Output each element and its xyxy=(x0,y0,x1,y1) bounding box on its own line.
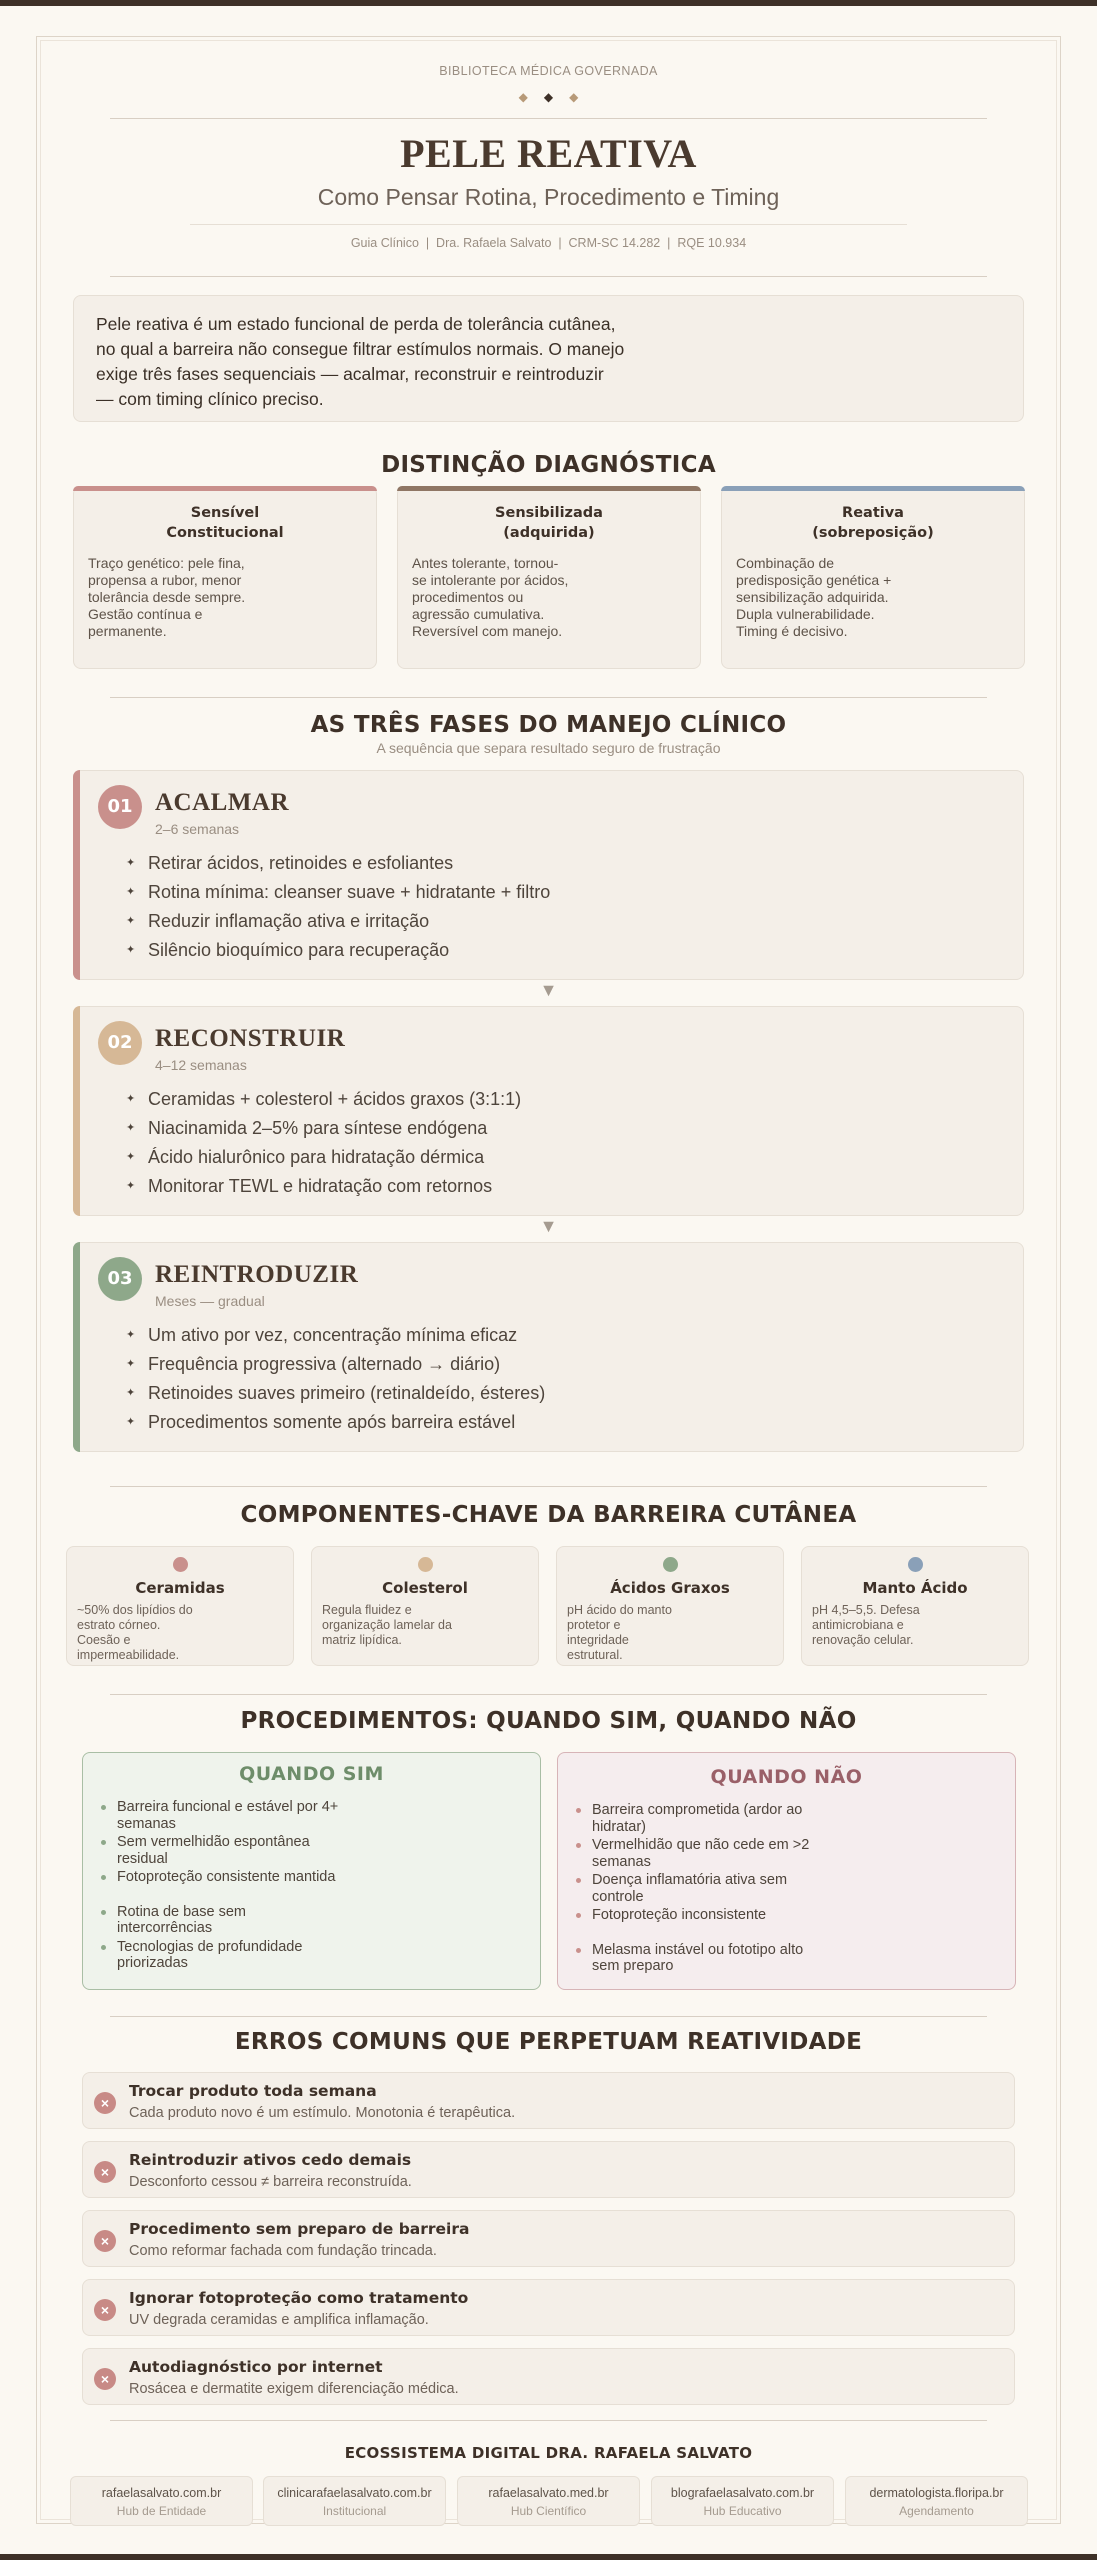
list-item: ✦ Reduzir inflamação ativa e irritação xyxy=(126,907,550,936)
ecosystem-link-scheduling[interactable] xyxy=(845,2476,1028,2526)
error-item xyxy=(82,2279,1015,2336)
error-item xyxy=(82,2141,1015,2198)
error-item xyxy=(82,2348,1015,2405)
component-text: pH ácido do manto protetor e integridade estrutural. xyxy=(567,1603,672,1662)
list-item: ✦ Monitorar TEWL e hidratação com retornos xyxy=(126,1172,521,1201)
diagnosis-card-constitutional xyxy=(73,486,377,669)
list-item: ✦ Frequência progressiva (alternado → diário) xyxy=(126,1350,545,1379)
diagnosis-card-title: Reativa (sobreposição) xyxy=(812,505,934,541)
diamond-icon: ◆ xyxy=(518,90,528,104)
phase-number: 01 xyxy=(98,785,142,829)
card-accent xyxy=(73,486,377,491)
error-text: Como reformar fachada com fundação trincada. xyxy=(129,2243,437,2259)
phase-title: REINTRODUZIR xyxy=(155,1261,359,1288)
ecosystem-site: rafaelasalvato.com.br xyxy=(101,2486,222,2500)
divider xyxy=(110,697,987,698)
list-item: Fotoproteção inconsistente xyxy=(574,1907,814,1924)
ecosystem-link-educational[interactable] xyxy=(651,2476,834,2526)
phase-number: 03 xyxy=(98,1257,142,1301)
phase-accent xyxy=(73,1242,80,1452)
error-title: Reintroduzir ativos cedo demais xyxy=(129,2151,412,2169)
component-name: Ácidos Graxos xyxy=(610,1579,730,1597)
phase-duration: 4–12 semanas xyxy=(155,1057,247,1073)
error-title: Ignorar fotoproteção como tratamento xyxy=(129,2289,469,2307)
divider xyxy=(110,1486,987,1487)
ecosystem-title: ECOSSISTEMA DIGITAL DRA. RAFAELA SALVATO xyxy=(344,2444,753,2462)
section-title-diagnosis: DISTINÇÃO DIAGNÓSTICA xyxy=(381,452,716,478)
section-subtitle-phases: A sequência que separa resultado seguro de frustração xyxy=(376,740,721,756)
procedures-no-list xyxy=(574,1802,999,1975)
diagnosis-card-title: Sensível Constitucional xyxy=(166,505,284,541)
list-item: Tecnologias de profundidade priorizadas xyxy=(99,1939,339,1972)
page-title: PELE REATIVA xyxy=(400,131,697,176)
list-item: Rotina de base sem intercorrências xyxy=(99,1904,339,1937)
ecosystem-link-scientific[interactable] xyxy=(457,2476,640,2526)
error-item xyxy=(82,2072,1015,2129)
diagnosis-card-text: Combinação de predisposição genética + sensibilização adquirida. Dupla vulnerabilidade. Timing é decisivo. xyxy=(736,555,892,639)
section-title-errors: ERROS COMUNS QUE PERPETUAM REATIVIDADE xyxy=(234,2029,863,2055)
section-title-procedures: PROCEDIMENTOS: QUANDO SIM, QUANDO NÃO xyxy=(240,1708,857,1734)
list-item: ✦ Retirar ácidos, retinoides e esfoliantes xyxy=(126,849,550,878)
list-item: ✦ Ceramidas + colesterol + ácidos graxos (3:1:1) xyxy=(126,1085,521,1114)
component-card-colesterol xyxy=(311,1546,539,1666)
card-accent xyxy=(721,486,1025,491)
phase-bullets xyxy=(126,1321,545,1437)
phase-title: RECONSTRUIR xyxy=(155,1025,346,1052)
error-text: Rosácea e dermatite exigem diferenciação médica. xyxy=(129,2381,459,2397)
divider xyxy=(190,224,907,225)
error-title: Procedimento sem preparo de barreira xyxy=(129,2220,470,2238)
close-icon: × xyxy=(94,2230,116,2252)
list-item: Vermelhidão que não cede em >2 semanas xyxy=(574,1837,814,1870)
ecosystem-site: dermatologista.floripa.br xyxy=(869,2486,1004,2500)
component-card-manto-acido xyxy=(801,1546,1029,1666)
close-icon: × xyxy=(94,2368,116,2390)
phase-title: ACALMAR xyxy=(155,789,290,816)
component-text: Regula fluidez e organização lamelar da matriz lipídica. xyxy=(322,1603,452,1647)
top-bar xyxy=(0,0,1097,6)
ecosystem-label: Hub Educativo xyxy=(703,2504,782,2518)
close-icon: × xyxy=(94,2092,116,2114)
list-item: ✦ Retinoides suaves primeiro (retinaldeído, ésteres) xyxy=(126,1379,545,1408)
list-item: Barreira funcional e estável por 4+ semanas xyxy=(99,1799,339,1832)
close-icon: × xyxy=(94,2299,116,2321)
diamond-icon: ◆ xyxy=(569,90,579,104)
list-item: ✦ Procedimentos somente após barreira estável xyxy=(126,1408,545,1437)
list-item: ✦ Silêncio bioquímico para recuperação xyxy=(126,936,550,965)
phase-bullets xyxy=(126,849,550,965)
error-title: Trocar produto toda semana xyxy=(129,2082,377,2100)
error-text: UV degrada ceramidas e amplifica inflamação. xyxy=(129,2312,429,2328)
phase-card-2 xyxy=(73,1006,1024,1216)
list-item: Sem vermelhidão espontânea residual xyxy=(99,1834,339,1867)
intro-text: Pele reativa é um estado funcional de perda de tolerância cutânea, no qual a barreira não consegue filtrar estímulos normais. O manejo exige três fases sequenciais — acalmar, reconstruir e reintroduzir — com timing clínico preciso. xyxy=(96,314,625,409)
list-item: Melasma instável ou fototipo alto sem preparo xyxy=(574,1942,814,1975)
divider xyxy=(110,118,987,119)
error-title: Autodiagnóstico por internet xyxy=(129,2358,383,2376)
error-text: Desconforto cessou ≠ barreira reconstruída. xyxy=(129,2174,412,2190)
component-text: pH 4,5–5,5. Defesa antimicrobiana e renovação celular. xyxy=(812,1603,920,1647)
component-name: Ceramidas xyxy=(135,1579,225,1597)
divider xyxy=(110,2016,987,2017)
ecosystem-label: Hub de Entidade xyxy=(116,2504,207,2518)
phase-card-3 xyxy=(73,1242,1024,1452)
phase-accent xyxy=(73,1006,80,1216)
procedures-yes-panel xyxy=(82,1752,541,1990)
phase-card-1 xyxy=(73,770,1024,980)
phase-bullets xyxy=(126,1085,521,1201)
procedures-no-title: QUANDO NÃO xyxy=(710,1766,863,1788)
list-item: Doença inflamatória ativa sem controle xyxy=(574,1872,814,1905)
component-card-acidos-graxos xyxy=(556,1546,784,1666)
ecosystem-link-institutional[interactable] xyxy=(263,2476,446,2526)
divider xyxy=(110,276,987,277)
phase-duration: 2–6 semanas xyxy=(155,821,240,837)
list-item: ✦ Niacinamida 2–5% para síntese endógena xyxy=(126,1114,521,1143)
error-item xyxy=(82,2210,1015,2267)
ecosystem-site: blografaelasalvato.com.br xyxy=(670,2486,815,2500)
ecosystem-label: Institucional xyxy=(322,2504,387,2518)
diagnosis-card-sensitized xyxy=(397,486,701,669)
component-card-ceramidas xyxy=(66,1546,294,1666)
card-accent xyxy=(397,486,701,491)
phase-number: 02 xyxy=(98,1021,142,1065)
page-subtitle: Como Pensar Rotina, Procedimento e Timing xyxy=(317,184,780,210)
diamond-icon: ◆ xyxy=(543,90,554,104)
procedures-yes-title: QUANDO SIM xyxy=(239,1763,384,1785)
component-name: Manto Ácido xyxy=(862,1579,968,1597)
diagnosis-card-text: Traço genético: pele fina, propensa a rubor, menor tolerância desde sempre. Gestão contínua e permanente. xyxy=(88,555,246,639)
phase-duration: Meses — gradual xyxy=(155,1293,265,1309)
ecosystem-link-entity[interactable] xyxy=(70,2476,253,2526)
diagnosis-card-text: Antes tolerante, tornou-se intolerante por ácidos, procedimentos ou agressão cumulativa. Reversível com manejo. xyxy=(412,555,569,639)
component-dot xyxy=(908,1557,923,1572)
ecosystem-site: rafaelasalvato.med.br xyxy=(488,2486,609,2500)
ecosystem-label: Hub Científico xyxy=(510,2504,587,2518)
list-item: Barreira comprometida (ardor ao hidratar) xyxy=(574,1802,814,1835)
phase-accent xyxy=(73,770,80,980)
error-text: Cada produto novo é um estímulo. Monotonia é terapêutica. xyxy=(129,2105,516,2121)
ecosystem-label: Agendamento xyxy=(899,2504,974,2518)
diagnosis-card-title: Sensibilizada (adquirida) xyxy=(495,505,603,541)
divider xyxy=(110,1694,987,1695)
diamond-ornament xyxy=(0,90,1097,104)
bottom-bar xyxy=(0,2554,1097,2560)
arrow-down-icon: ▼ xyxy=(539,980,558,1000)
component-dot xyxy=(663,1557,678,1572)
list-item: Fotoproteção consistente mantida xyxy=(99,1869,339,1886)
component-text: ~50% dos lipídios do estrato córneo. Coesão e impermeabilidade. xyxy=(77,1603,193,1662)
section-title-components: COMPONENTES-CHAVE DA BARREIRA CUTÂNEA xyxy=(240,1502,857,1528)
intro-card xyxy=(73,295,1024,422)
section-title-phases: AS TRÊS FASES DO MANEJO CLÍNICO xyxy=(310,712,787,738)
procedures-yes-list xyxy=(99,1799,524,1972)
procedures-no-panel xyxy=(557,1752,1016,1990)
arrow-down-icon: ▼ xyxy=(539,1216,558,1236)
diagnosis-card-reactive xyxy=(721,486,1025,669)
author-meta: Guia Clínico | Dra. Rafaela Salvato | CRM-SC 14.282 | RQE 10.934 xyxy=(350,236,747,250)
component-dot xyxy=(173,1557,188,1572)
component-dot xyxy=(418,1557,433,1572)
list-item: ✦ Um ativo por vez, concentração mínima eficaz xyxy=(126,1321,545,1350)
ecosystem-site: clinicarafaelasalvato.com.br xyxy=(277,2486,432,2500)
component-name: Colesterol xyxy=(382,1579,468,1597)
divider xyxy=(110,2420,987,2421)
kicker: BIBLIOTECA MÉDICA GOVERNADA xyxy=(439,64,658,78)
close-icon: × xyxy=(94,2161,116,2183)
list-item: ✦ Ácido hialurônico para hidratação dérmica xyxy=(126,1143,521,1172)
list-item: ✦ Rotina mínima: cleanser suave + hidratante + filtro xyxy=(126,878,550,907)
